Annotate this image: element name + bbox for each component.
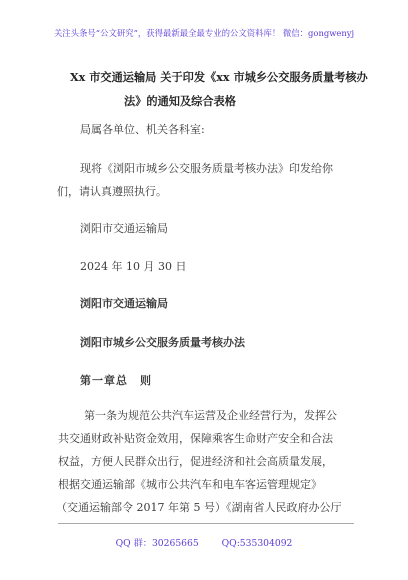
article-line-1: 第一条为规范公共汽车运营及企业经营行为，发挥公 bbox=[84, 409, 337, 422]
chapter-heading: 第一章总 则 bbox=[80, 374, 152, 387]
footer-divider bbox=[58, 523, 354, 524]
article-line-3: 权益，方便人民群众出行，促进经济和社会高质量发展， bbox=[58, 455, 333, 468]
body-line-1: 现将《浏阳市城乡公交服务质量考核办法》印发给你 bbox=[80, 162, 333, 175]
header-promo-note: 关注头条号“公文研究”，获得最新最全最专业的公文资料库！ 微信：gongwenyj bbox=[53, 28, 355, 38]
doc-title-line-2: 法》的通知及综合表格 bbox=[124, 94, 236, 108]
issuer-heading: 浏阳市交通运输局 bbox=[80, 297, 168, 310]
footer-qq: QQ:535304092 bbox=[221, 538, 293, 549]
article-line-2: 共交通财政补贴资金效用，保障乘客生命财产安全和合法 bbox=[58, 432, 333, 445]
issue-date: 2024 年 10 月 30 日 bbox=[80, 260, 187, 273]
footer-contact bbox=[0, 535, 408, 549]
doc-title-line-1: Xx 市交通运输局 关于印发《xx 市城乡公交服务质量考核办 bbox=[70, 70, 368, 84]
regulation-name: 浏阳市城乡公交服务质量考核办法 bbox=[80, 336, 245, 349]
issuer: 浏阳市交通运输局 bbox=[80, 222, 168, 235]
article-line-5: （交通运输部令 2017 年第 5 号）《湖南省人民政府办公厅 bbox=[56, 501, 342, 514]
footer-qq-group: QQ 群：30265665 bbox=[115, 538, 199, 549]
salutation: 局属各单位、机关各科室: bbox=[80, 123, 205, 136]
article-line-4: 根据交通运输部《城市公共汽车和电车客运管理规定》 bbox=[58, 478, 322, 491]
body-line-2: 们，请认真遵照执行。 bbox=[57, 185, 167, 198]
